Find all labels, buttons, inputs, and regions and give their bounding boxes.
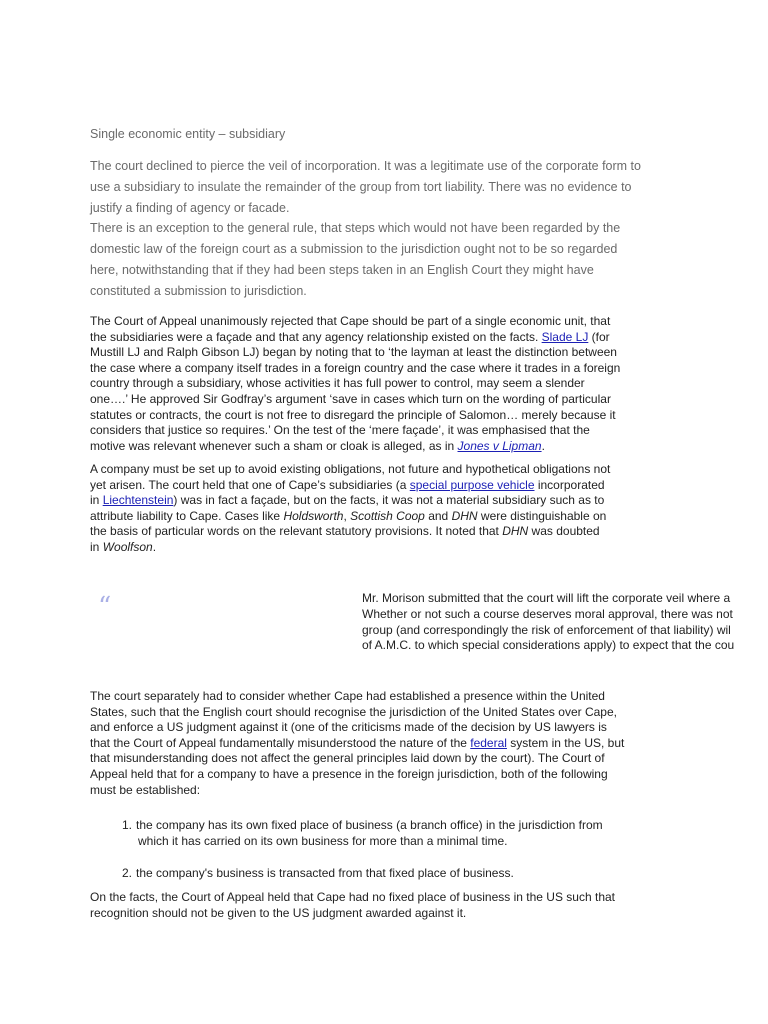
paragraph-line: States, such that the English court should recognise the jurisdiction of the United States over Cape,: [90, 704, 617, 719]
paragraph-line: that the Court of Appeal fundamentally misunderstood the nature of the federal system in the US, but: [90, 735, 625, 750]
summary-line: The court declined to pierce the veil of incorporation. It was a legitimate use of the corporate form to: [90, 159, 641, 173]
paragraph-line: one….’ He approved Sir Godfray’s argument ‘save in cases which turn on the wording of particular: [90, 391, 611, 406]
paragraph-line: in Woolfson.: [90, 539, 157, 554]
summary-line: use a subsidiary to insulate the remainder of the group from tort liability. There was no evidence to: [90, 179, 632, 194]
paragraph-line: On the facts, the Court of Appeal held that Cape had no fixed place of business in the US such that: [90, 890, 615, 904]
list-number: 1.: [121, 818, 132, 832]
paragraph-line: the subsidiaries were a façade and that any agency relationship existed on the facts. Slade LJ (for: [90, 329, 610, 344]
paragraph-line: statutes or contracts, the court is not free to disregard the principle of Salomon… merely because it: [90, 407, 616, 422]
paragraph-line: Mustill LJ and Ralph Gibson LJ) began by noting that to ‘the layman at least the distinction between: [90, 345, 617, 360]
paragraph-line: Appeal held that for a company to have a presence in the foreign jurisdiction, both of the following: [90, 766, 608, 781]
jones-v-lipman-link[interactable]: Jones v Lipman: [457, 438, 542, 453]
list-item-text: the company has its own fixed place of business (a branch office) in the jurisdiction from: [136, 818, 603, 832]
summary-line: justify a finding of agency or facade.: [90, 200, 290, 215]
list-item: [90, 818, 690, 850]
slade-lj-link[interactable]: Slade LJ: [541, 329, 589, 344]
paragraph-line: country through a subsidiary, whose activities it has full power to control, may seem a slender: [90, 376, 585, 391]
quote-line: Whether or not such a course deserves moral approval, there was not: [362, 606, 733, 621]
blockquote: [362, 591, 768, 654]
paragraph-line: attribute liability to Cape. Cases like Holdsworth, Scottish Coop and DHN were distinguishable on: [90, 508, 607, 523]
paragraph-line: motive was relevant whenever such a sham or cloak is alleged, as in Jones v Lipman.: [90, 438, 545, 453]
summary-block: [90, 156, 690, 302]
paragraph-line: considers that justice so requires.’ On the test of the ‘mere façade’, it was emphasised that the: [90, 423, 590, 438]
special-purpose-vehicle-link[interactable]: special purpose vehicle: [409, 477, 535, 492]
quote-line: Mr. Morison submitted that the court will lift the corporate veil where a: [362, 591, 731, 605]
paragraph-line: the case where a company itself trades in a foreign country and the case where it trades in a foreign: [90, 360, 621, 375]
paragraph-line: that misunderstanding does not affect the general principles laid down by the court). The Court of: [90, 751, 605, 766]
paragraph-line: and enforce a US judgment against it (one of the criticisms made of the decision by US lawyers is: [90, 720, 607, 735]
summary-line: domestic law of the foreign court as a submission to the jurisdiction ought not to be so regarded: [90, 242, 618, 257]
paragraph-line: The court separately had to consider whether Cape had established a presence within the United: [90, 689, 605, 703]
paragraph-line: recognition should not be given to the US judgment awarded against it.: [90, 905, 467, 920]
paragraph-existing-obligations: [90, 462, 690, 556]
paragraph-conclusion: [90, 890, 690, 921]
summary-line: There is an exception to the general rule, that steps which would not have been regarded by the: [90, 221, 621, 236]
list-item-text: the company's business is transacted from that fixed place of business.: [136, 866, 514, 880]
paragraph-line: in Liechtenstein) was in fact a façade, but on the facts, it was not a material subsidiary such as to: [90, 493, 605, 508]
paragraph-us-presence: [90, 689, 690, 798]
paragraph-line: The Court of Appeal unanimously rejected that Cape should be part of a single economic unit, that: [90, 314, 611, 328]
summary-line: constituted a submission to jurisdiction.: [90, 283, 307, 298]
section-heading: Single economic entity – subsidiary: [90, 127, 286, 141]
summary-line: here, notwithstanding that if they had been steps taken in an English Court they might have: [90, 262, 594, 277]
liechtenstein-link[interactable]: Liechtenstein: [102, 493, 174, 508]
federal-link[interactable]: federal: [470, 735, 507, 750]
quote-line: group (and correspondingly the risk of enforcement of that liability) wil: [362, 622, 731, 637]
quote-mark-icon: “: [98, 592, 112, 622]
paragraph-line: the basis of particular words on the relevant statutory provisions. It noted that DHN was doubted: [90, 524, 600, 539]
paragraph-line: must be established:: [90, 782, 201, 797]
list-item: [90, 866, 690, 882]
list-number: 2.: [121, 866, 132, 880]
list-item-text: which it has carried on its own business for more than a minimal time.: [138, 833, 508, 848]
paragraph-line: yet arisen. The court held that one of Cape’s subsidiaries (a special purpose vehicle incorporated: [90, 477, 605, 492]
paragraph-court-of-appeal: [90, 314, 690, 454]
paragraph-line: A company must be set up to avoid existing obligations, not future and hypothetical obligations not: [90, 462, 611, 476]
quote-line: of A.M.C. to which special considerations apply) to expect that the cou: [362, 638, 735, 653]
